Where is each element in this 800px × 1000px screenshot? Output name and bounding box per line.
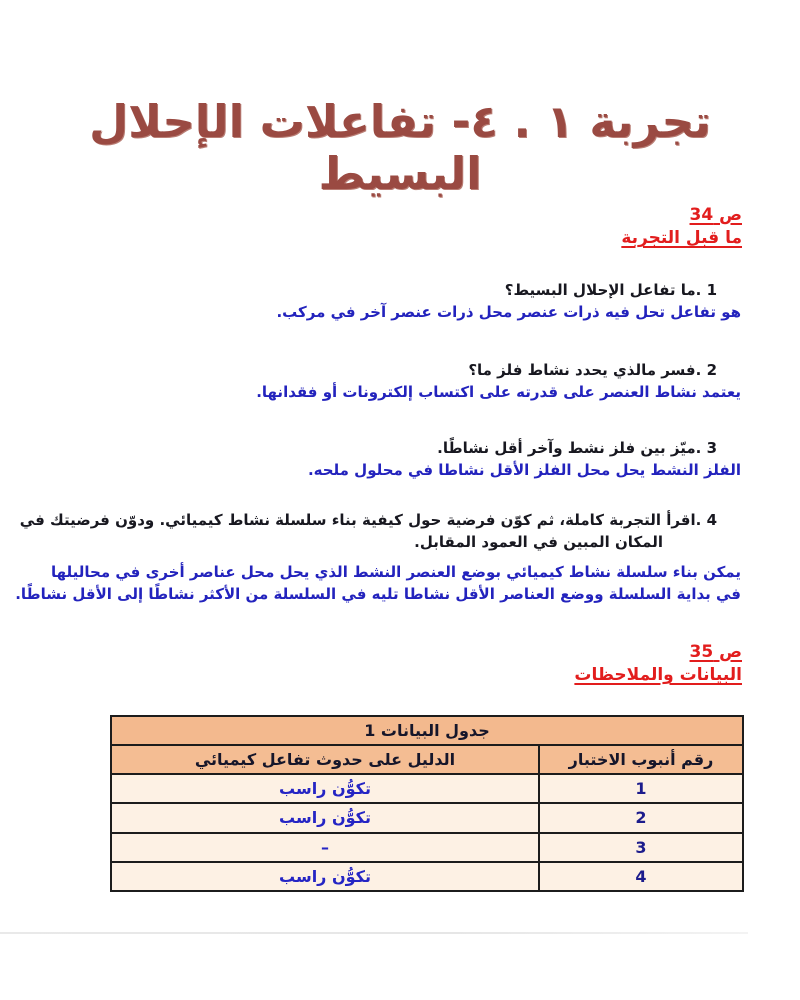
table-title: جدول البيانات 1 bbox=[111, 716, 743, 745]
table-row bbox=[111, 862, 743, 891]
question-3-text: 3 .ميّز بين فلز نشط وآخر أقل نشاطًا. bbox=[437, 438, 717, 457]
question-block-3 bbox=[40, 437, 741, 482]
answer-1-text: هو تفاعل تحل فيه ذرات عنصر محل ذرات عنصر آخر في مركب. bbox=[276, 303, 741, 322]
table-row bbox=[111, 774, 743, 803]
heading-pre-experiment: ما قبل التجربة bbox=[621, 228, 742, 249]
answer-3-text: الفلز النشط يحل محل الفلز الأقل نشاطا في محلول ملحه. bbox=[307, 461, 741, 480]
tube-number-cell: 1 bbox=[539, 774, 743, 803]
answer-4-group bbox=[15, 561, 741, 606]
answer-2-text: يعتمد نشاط العنصر على قدرته على اكتساب إلكترونات أو فقدانها. bbox=[256, 383, 741, 402]
data-table-1 bbox=[110, 715, 744, 892]
evidence-cell: تكوُّن راسب bbox=[111, 803, 539, 832]
question-block-1 bbox=[40, 279, 741, 324]
table-row bbox=[111, 833, 743, 862]
question-1-text: 1 .ما تفاعل الإحلال البسيط؟ bbox=[504, 280, 717, 299]
question-4-text-line1: 4 .اقرأ التجربة كاملة، ثم كوّن فرضية حول كيفية بناء سلسلة نشاط كيميائي. ودوّن فرضيتك في bbox=[19, 510, 717, 529]
section-heading-group-page35 bbox=[0, 641, 742, 688]
table-header-row bbox=[111, 745, 743, 774]
question-4-text-line2: المكان المبين في العمود المقابل. bbox=[414, 533, 663, 552]
table-title-row bbox=[111, 716, 743, 745]
question-2-text: 2 .فسر مالذي يحدد نشاط فلز ما؟ bbox=[468, 360, 717, 379]
answer-4-text-line1: يمكن بناء سلسلة نشاط كيميائي بوضع العنصر النشط الذي يحل محل عناصر أخرى في محاليلها bbox=[51, 562, 741, 581]
table-row bbox=[111, 803, 743, 832]
column-header-tube-number: رقم أنبوب الاختبار bbox=[539, 745, 743, 774]
heading-data-observations: البيانات والملاحظات bbox=[574, 665, 742, 686]
answer-4-text-line2: في بداية السلسلة ووضع العناصر الأقل نشاطا تليه في السلسلة من الأكثر نشاطًا إلى الأقل نشاطًا. bbox=[15, 585, 741, 604]
experiment-title: تجربة ١ . ٤- تفاعلات الإحلال البسيط bbox=[89, 95, 711, 200]
tube-number-cell: 3 bbox=[539, 833, 743, 862]
question-block-4 bbox=[15, 509, 741, 606]
column-header-evidence: الدليل على حدوث تفاعل كيميائي bbox=[111, 745, 539, 774]
page-34-ref: ص 34 bbox=[689, 205, 742, 225]
evidence-cell: – bbox=[111, 833, 539, 862]
question-block-2 bbox=[40, 359, 741, 404]
section-heading-group-page34 bbox=[0, 204, 742, 251]
tube-number-cell: 2 bbox=[539, 803, 743, 832]
tube-number-cell: 4 bbox=[539, 862, 743, 891]
page-35-ref: ص 35 bbox=[689, 641, 742, 662]
evidence-cell: تكوُّن راسب bbox=[111, 774, 539, 803]
evidence-cell: تكوُّن راسب bbox=[111, 862, 539, 891]
scan-page-edge-line bbox=[0, 932, 748, 934]
